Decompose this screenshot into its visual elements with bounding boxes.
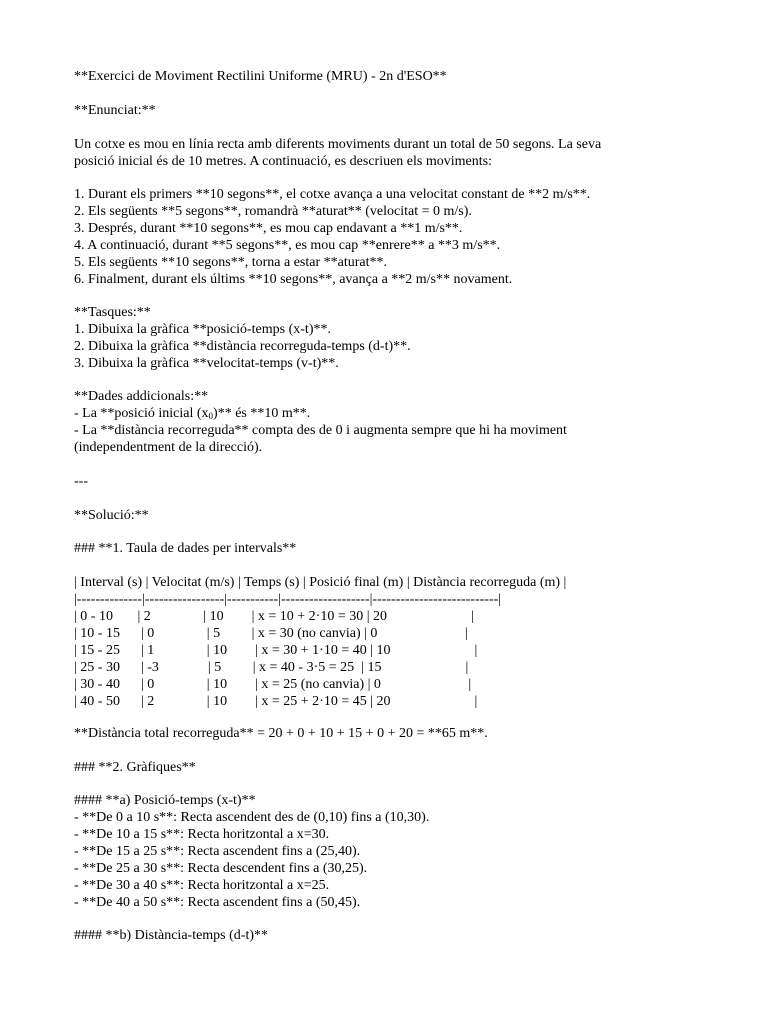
dades-item-distance: - La **distància recorreguda** compta des de 0 i augmenta sempre que hi ha moviment bbox=[74, 423, 567, 438]
intro-line: Un cotxe es mou en línia recta amb diferents moviments durant un total de 50 segons. La seva bbox=[74, 137, 602, 152]
task-item: 3. Dibuixa la gràfica **velocitat-temps (v-t)**. bbox=[74, 356, 339, 371]
table-row: | 10 - 15 | 0 | 5 | x = 30 (no canvia) | 0 | bbox=[74, 626, 468, 641]
enunciat-heading: **Enunciat:** bbox=[74, 103, 156, 118]
table-row: | 25 - 30 | -3 | 5 | x = 40 - 3·5 = 25 | 15 | bbox=[74, 660, 469, 675]
table-row: | 30 - 40 | 0 | 10 | x = 25 (no canvia) | 0 | bbox=[74, 677, 472, 692]
subscript: 0 bbox=[208, 411, 214, 421]
movement-item: 5. Els següents **10 segons**, torna a estar **aturat**. bbox=[74, 255, 387, 270]
xt-item: - **De 25 a 30 s**: Recta descendent fins a (30,25). bbox=[74, 861, 368, 876]
table-row: | 0 - 10 | 2 | 10 | x = 10 + 2·10 = 30 | 20 | bbox=[74, 609, 474, 624]
movement-item: 2. Els següents **5 segons**, romandrà **aturat** (velocitat = 0 m/s). bbox=[74, 204, 472, 219]
movement-item: 4. A continuació, durant **5 segons**, es mou cap **enrere** a **3 m/s**. bbox=[74, 238, 501, 253]
xt-item: - **De 15 a 25 s**: Recta ascendent fins a (25,40). bbox=[74, 844, 361, 859]
dades-text: - La **posició inicial (x bbox=[74, 406, 209, 421]
total-distance: **Distància total recorreguda** = 20 + 0 + 10 + 15 + 0 + 20 = **65 m**. bbox=[74, 726, 488, 741]
table-row: | Interval (s) | Velocitat (m/s) | Temps (s) | Posició final (m) | Distància recorreguda (m) | bbox=[74, 575, 567, 590]
movement-item: 1. Durant els primers **10 segons**, el cotxe avança a una velocitat constant de **2 m/s**. bbox=[74, 187, 591, 202]
xt-item: - **De 10 a 15 s**: Recta horitzontal a x=30. bbox=[74, 827, 330, 842]
movement-item: 6. Finalment, durant els últims **10 segons**, avança a **2 m/s** novament. bbox=[74, 272, 513, 287]
dades-item-distance: (independentment de la direcció). bbox=[74, 440, 263, 455]
task-item: 1. Dibuixa la gràfica **posició-temps (x-t)**. bbox=[74, 322, 331, 337]
table-row: | 40 - 50 | 2 | 10 | x = 25 + 2·10 = 45 | 20 | bbox=[74, 694, 478, 709]
xt-item: - **De 40 a 50 s**: Recta ascendent fins a (50,45). bbox=[74, 895, 361, 910]
movement-item: 3. Després, durant **10 segons**, es mou cap endavant a **1 m/s**. bbox=[74, 221, 463, 236]
solucio-heading: **Solució:** bbox=[74, 508, 149, 523]
dades-text: )** és **10 m**. bbox=[213, 406, 311, 421]
xt-item: - **De 0 a 10 s**: Recta ascendent des de (0,10) fins a (10,30). bbox=[74, 810, 430, 825]
dades-item-initial-position bbox=[74, 405, 310, 422]
graphs-heading: ### **2. Gràfiques** bbox=[74, 760, 196, 775]
table-row: |--------------|-----------------|-----------|-------------------|---------------------------| bbox=[74, 592, 502, 607]
table-heading: ### **1. Taula de dades per intervals** bbox=[74, 541, 297, 556]
document-title: **Exercici de Moviment Rectilini Uniforme (MRU) - 2n d'ESO** bbox=[74, 69, 447, 84]
dt-heading: #### **b) Distància-temps (d-t)** bbox=[74, 928, 269, 943]
tasques-heading: **Tasques:** bbox=[74, 305, 151, 320]
intro-line: posició inicial és de 10 metres. A continuació, es descriuen els moviments: bbox=[74, 154, 492, 169]
separator: --- bbox=[74, 474, 88, 489]
task-item: 2. Dibuixa la gràfica **distància recorreguda-temps (d-t)**. bbox=[74, 339, 411, 354]
table-row: | 15 - 25 | 1 | 10 | x = 30 + 1·10 = 40 | 10 | bbox=[74, 643, 478, 658]
xt-item: - **De 30 a 40 s**: Recta horitzontal a x=25. bbox=[74, 878, 330, 893]
dades-heading: **Dades addicionals:** bbox=[74, 389, 209, 404]
xt-heading: #### **a) Posició-temps (x-t)** bbox=[74, 793, 256, 808]
